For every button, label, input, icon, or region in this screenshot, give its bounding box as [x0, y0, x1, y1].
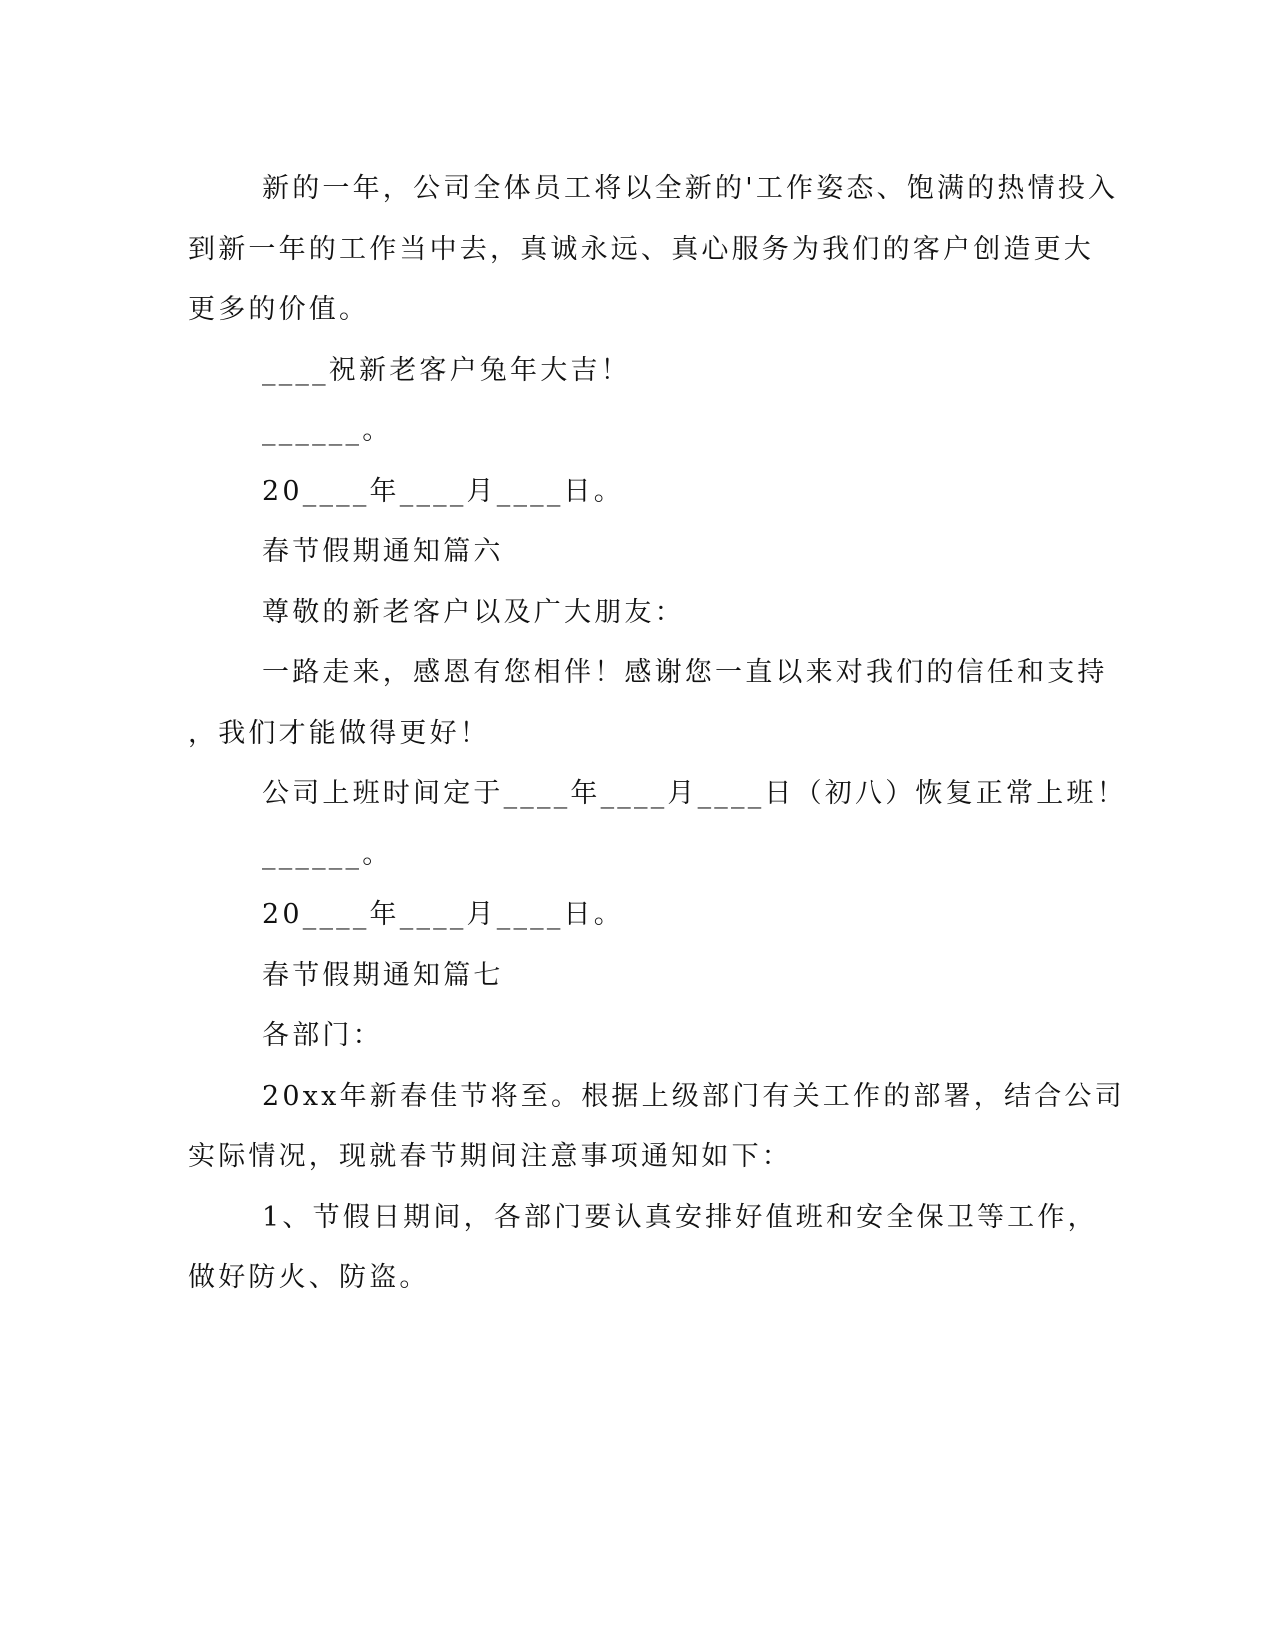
paragraph-line: ，我们才能做得更好！	[188, 718, 490, 749]
paragraph-line: 20xx年新春佳节将至。根据上级部门有关工作的部署，结合公司	[262, 1081, 1125, 1112]
date-line: 20____年____月____日。	[262, 899, 624, 930]
section-title: 春节假期通知篇六	[262, 536, 504, 567]
paragraph-line: 更多的价值。	[188, 294, 370, 325]
salutation: 尊敬的新老客户以及广大朋友：	[262, 597, 685, 628]
list-item-line: 做好防火、防盗。	[188, 1262, 430, 1293]
date-line: 20____年____月____日。	[262, 476, 624, 507]
paragraph-line: 公司上班时间定于____年____月____日（初八）恢复正常上班！	[262, 778, 1127, 809]
signature-blank: ______。	[262, 839, 393, 870]
list-item-line: 1、节假日期间，各部门要认真安排好值班和安全保卫等工作，	[262, 1202, 1098, 1233]
paragraph-line: 到新一年的工作当中去，真诚永远、真心服务为我们的客户创造更大	[188, 234, 1094, 265]
greeting-line: ____祝新老客户兔年大吉！	[262, 355, 631, 386]
section-title: 春节假期通知篇七	[262, 960, 504, 991]
paragraph-line: 实际情况，现就春节期间注意事项通知如下：	[188, 1141, 792, 1172]
salutation: 各部门：	[262, 1020, 383, 1051]
paragraph-line: 新的一年，公司全体员工将以全新的'工作姿态、饱满的热情投入	[262, 173, 1119, 204]
paragraph-line: 一路走来，感恩有您相伴！感谢您一直以来对我们的信任和支持	[262, 657, 1108, 688]
signature-blank: ______。	[262, 415, 393, 446]
